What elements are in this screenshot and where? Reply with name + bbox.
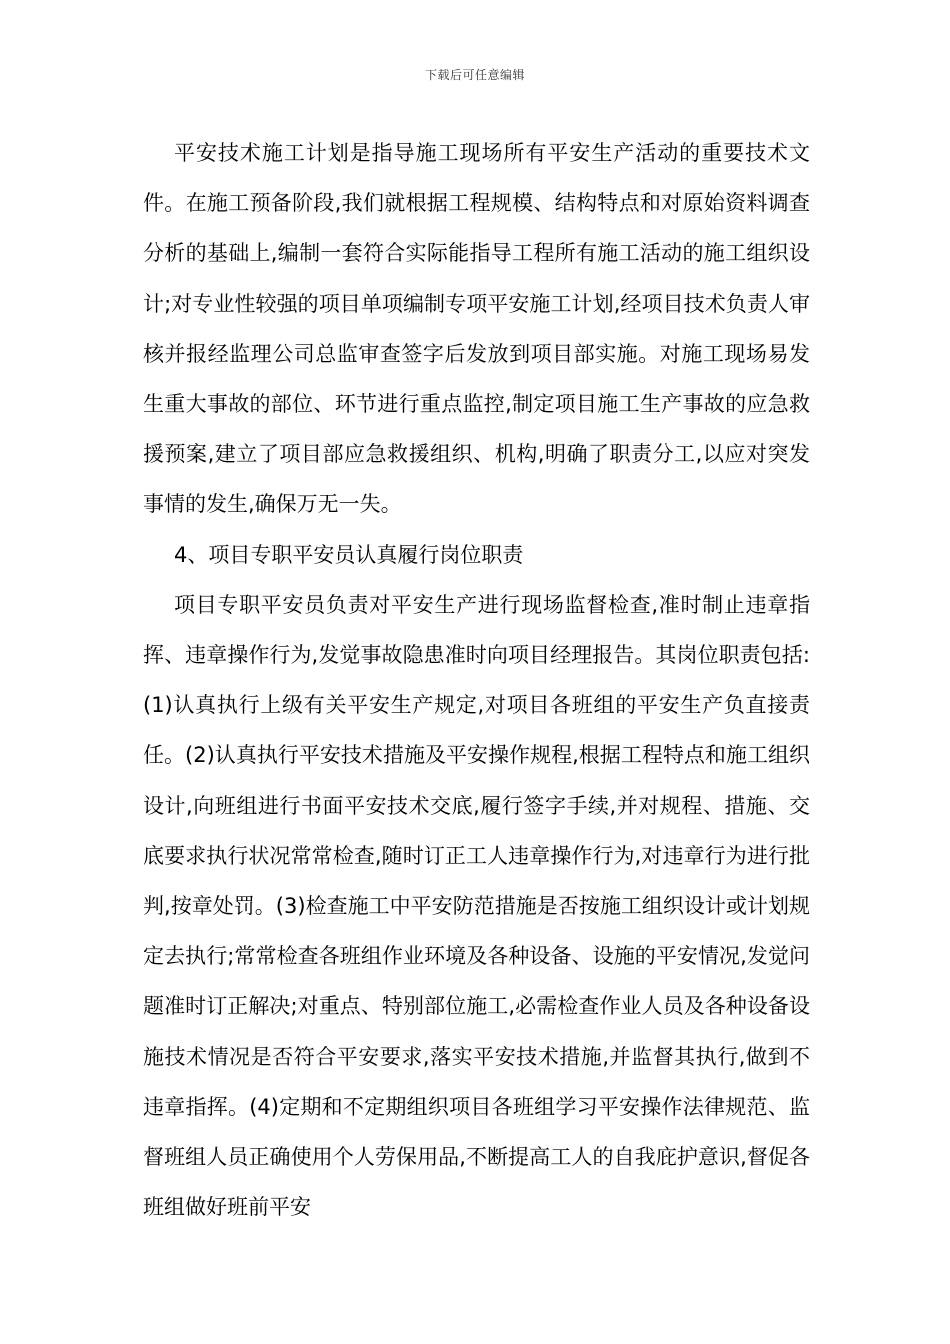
paragraph-safety-plan: 平安技术施工计划是指导施工现场所有平安生产活动的重要技术文件。在施工预备阶段,我们就根据工程规模、结构特点和对原始资料调查分析的基础上,编制一套符合实际能指导工程所有施工活动的施工组织设计;对专业性较强的项目单项编制专项平安施工计划,经项目技术负责人审核并报经监理公司总监审查签字后发放到项目部实施。对施工现场易发生重大事故的部位、环节进行重点监控,制定项目施工生产事故的应急救援预案,建立了项目部应急救援组织、机构,明确了职责分工,以应对突发事情的发生,确保万无一失。: [143, 141, 810, 517]
section-heading-4: 4、项目专职平安员认真履行岗位职责: [174, 542, 524, 567]
document-body: [143, 128, 810, 1232]
page-header-note: 下载后可任意编辑: [424, 68, 525, 82]
paragraph-safety-officer-duties: 项目专职平安员负责对平安生产进行现场监督检查,准时制止违章指挥、违章操作行为,发觉事故隐患准时向项目经理报告。其岗位职责包括:(1)认真执行上级有关平安生产规定,对项目各班组的平安生产负直接责任。(2)认真执行平安技术措施及平安操作规程,根据工程特点和施工组织设计,向班组进行书面平安技术交底,履行签字手续,并对规程、措施、交底要求执行状况常常检查,随时订正工人违章操作行为,对违章行为进行批判,按章处罚。(3)检查施工中平安防范措施是否按施工组织设计或计划规定去执行;常常检查各班组作业环境及各种设备、设施的平安情况,发觉问题准时订正解决;对重点、特别部位施工,必需检查作业人员及各种设备设施技术情况是否符合平安要求,落实平安技术措施,并监督其执行,做到不违章指挥。(4)定期和不定期组织项目各班组学习平安操作法律规范、监督班组人员正确使用个人劳保用品,不断提高工人的自我庇护意识,督促各班组做好班前平安: [143, 592, 810, 1220]
